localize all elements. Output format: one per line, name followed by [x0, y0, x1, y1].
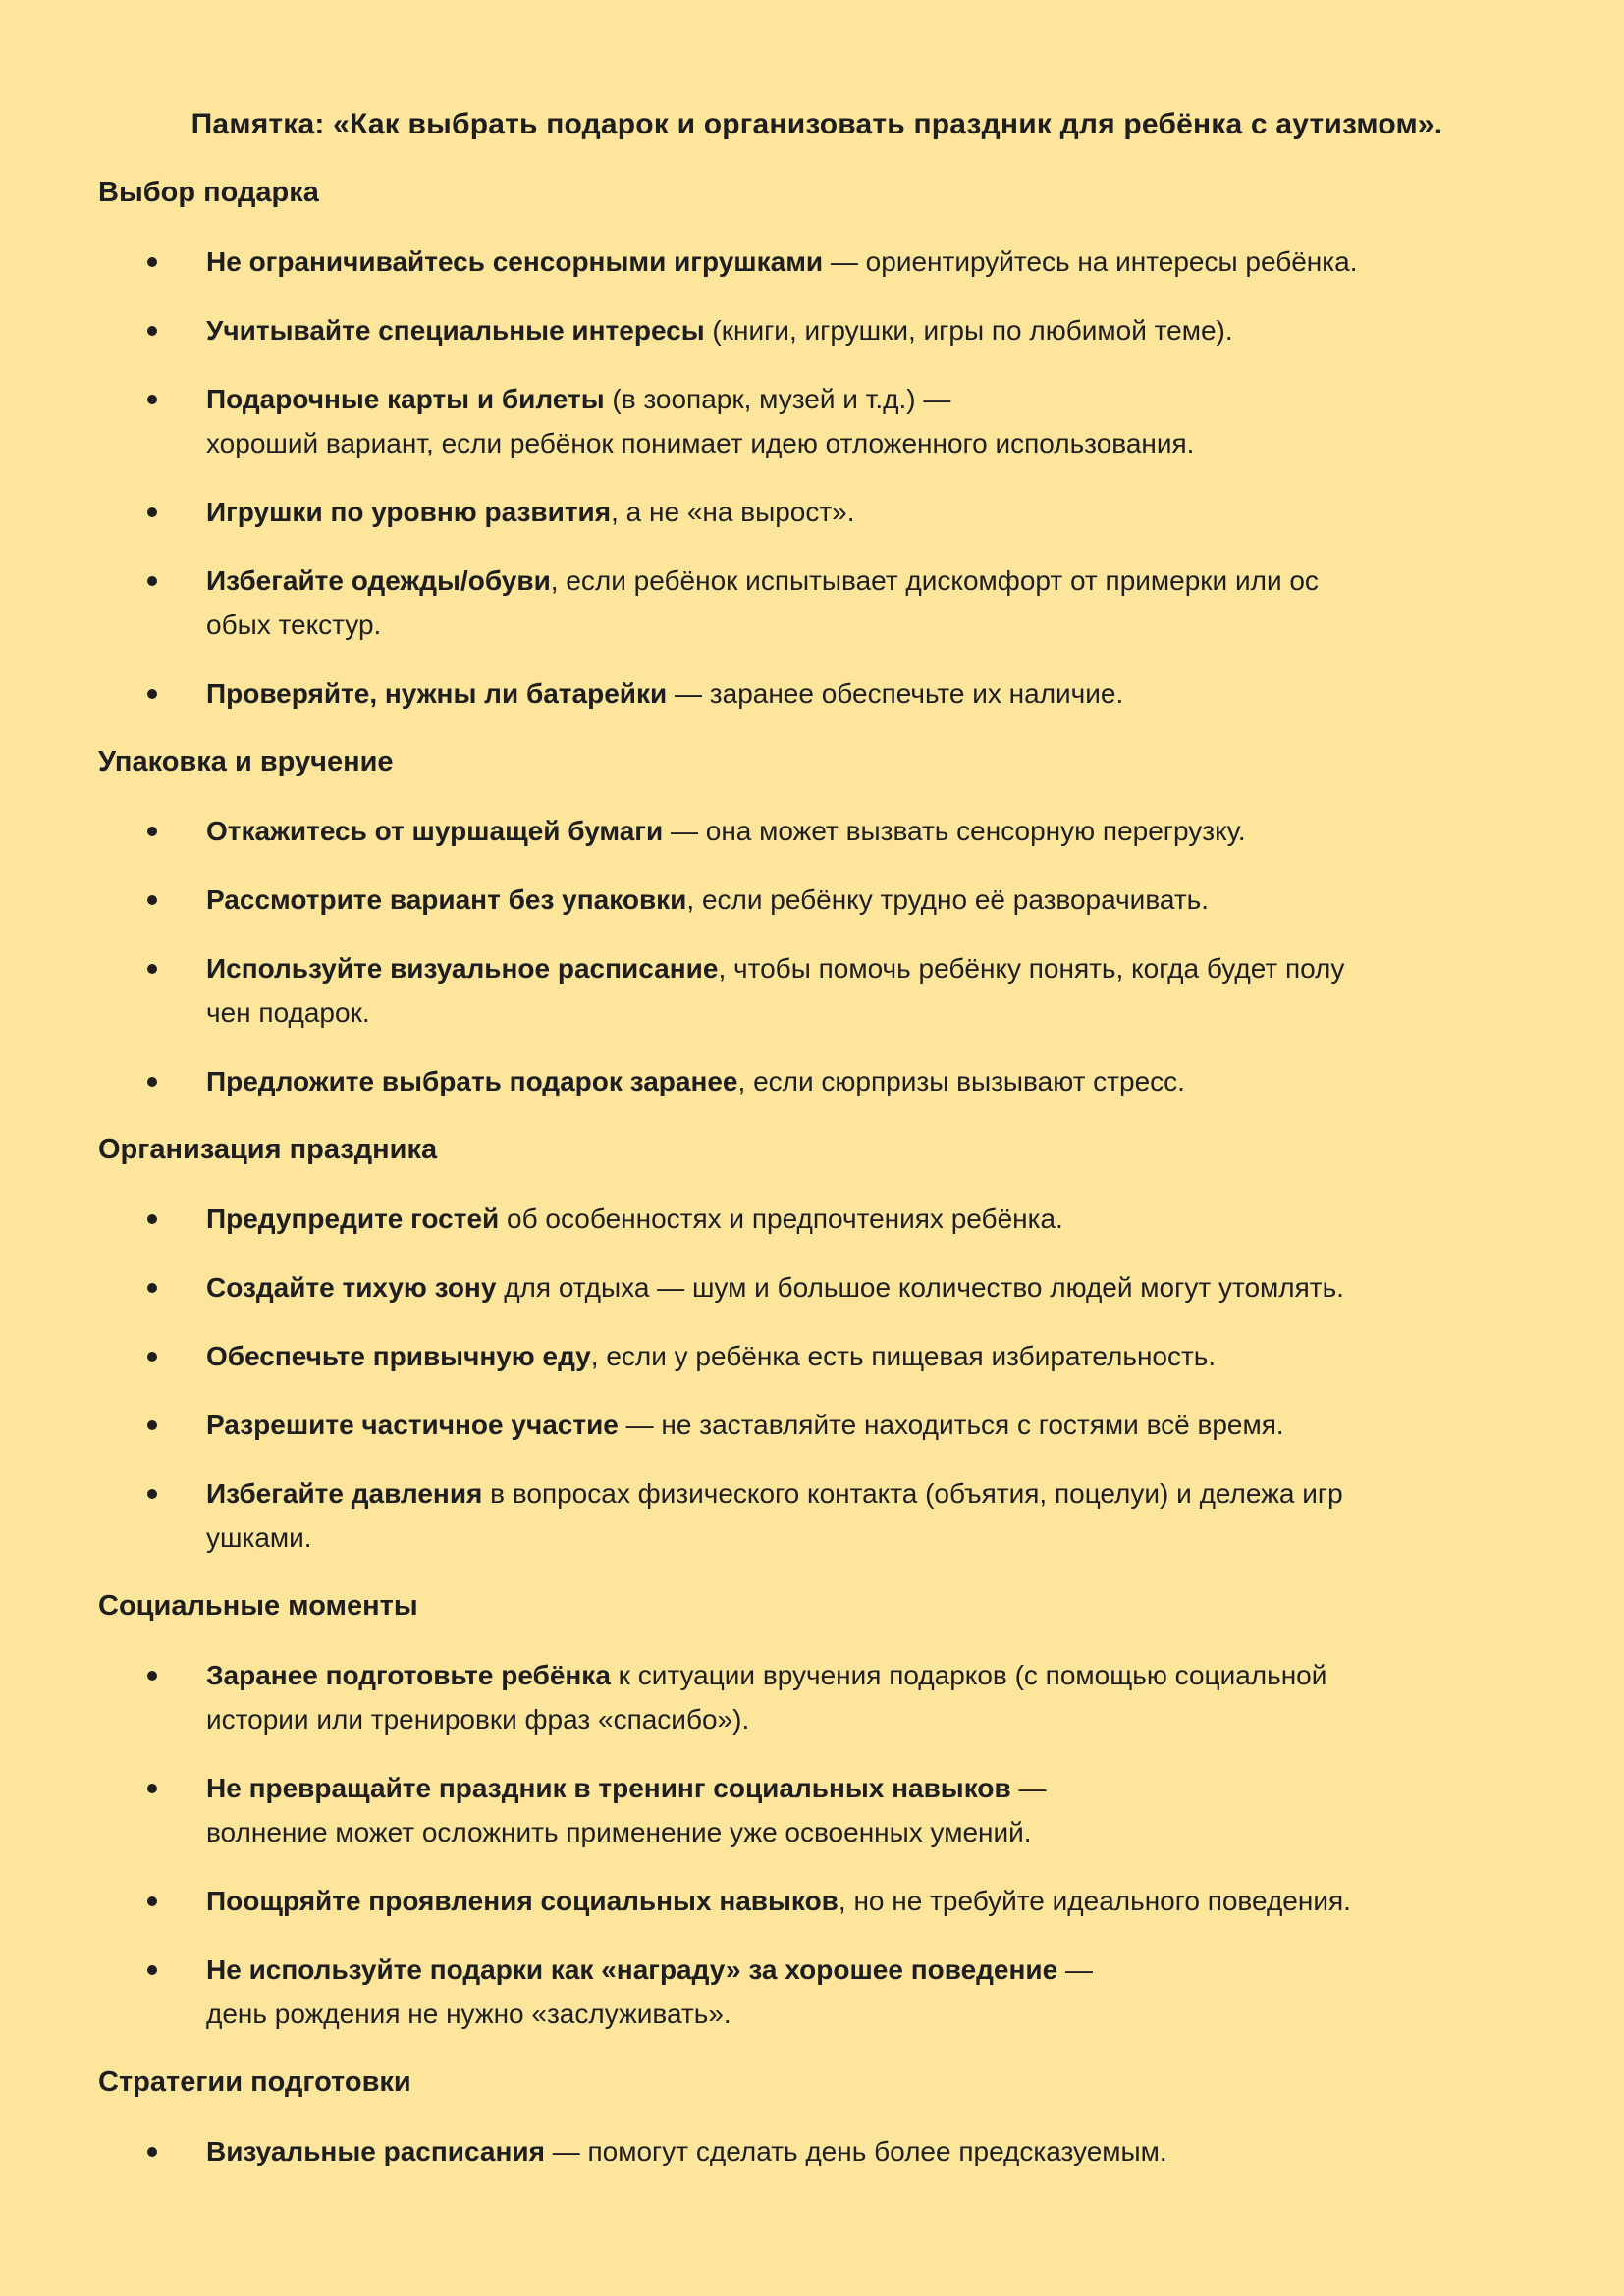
list-item: [98, 1334, 1536, 1378]
bullet-icon: [147, 1420, 157, 1430]
list-item-text: Не используйте подарки как «награду» за хорошее поведение — день рождения не нужно «заслуживать».: [206, 1954, 1093, 2029]
list-item-text: Игрушки по уровню развития, а не «на вырост».: [206, 497, 855, 527]
list-item: [98, 2129, 1536, 2173]
list-item-text: Избегайте давления в вопросах физического контакта (объятия, поцелуи) и дележа игр ушками.: [206, 1478, 1343, 1553]
bullet-icon: [147, 827, 157, 836]
list-item: [98, 308, 1536, 352]
bullet-icon: [147, 1214, 157, 1224]
bullet-icon: [147, 1352, 157, 1362]
bullet-icon: [147, 507, 157, 517]
bullet-icon: [147, 1283, 157, 1293]
section-heading: Социальные моменты: [98, 1590, 418, 1622]
bullet-icon: [147, 1489, 157, 1499]
list-item-text: Создайте тихую зону для отдыха — шум и большое количество людей могут утомлять.: [206, 1272, 1344, 1303]
bullet-icon: [147, 895, 157, 905]
list-item: [98, 490, 1536, 534]
list-item: [98, 1948, 1536, 2036]
bullet-icon: [147, 1784, 157, 1793]
list-item: [98, 240, 1536, 284]
bullet-icon: [147, 1896, 157, 1906]
list-item: [98, 946, 1536, 1035]
list-item: [98, 1471, 1536, 1560]
bullet-icon: [147, 1671, 157, 1681]
list-item-text: Не ограничивайтесь сенсорными игрушками — ориентируйтесь на интересы ребёнка.: [206, 246, 1358, 277]
section-heading: Упаковка и вручение: [98, 746, 394, 777]
bullet-icon: [147, 576, 157, 586]
list-item: [98, 559, 1536, 647]
list-item-text: Поощряйте проявления социальных навыков, но не требуйте идеального поведения.: [206, 1886, 1351, 1916]
list-item-text: Подарочные карты и билеты (в зоопарк, музей и т.д.) — хороший вариант, если ребёнок понимает идею отложенного использования.: [206, 384, 1195, 458]
bullet-icon: [147, 1965, 157, 1975]
list-item: [98, 1403, 1536, 1447]
list-item-text: Предложите выбрать подарок заранее, если сюрпризы вызывают стресс.: [206, 1066, 1185, 1096]
list-item: [98, 1653, 1536, 1741]
bullet-icon: [147, 689, 157, 699]
list-item-text: Заранее подготовьте ребёнка к ситуации вручения подарков (с помощью социальной истории или тренировки фраз «спасибо»).: [206, 1660, 1327, 1735]
bullet-icon: [147, 395, 157, 404]
list-item-text: Обеспечьте привычную еду, если у ребёнка есть пищевая избирательность.: [206, 1341, 1217, 1371]
list-item: [98, 377, 1536, 465]
section-heading: Выбор подарка: [98, 177, 319, 208]
bullet-icon: [147, 2147, 157, 2157]
list-item-text: Рассмотрите вариант без упаковки, если ребёнку трудно её разворачивать.: [206, 884, 1210, 915]
list-item-text: Разрешите частичное участие — не заставляйте находиться с гостями всё время.: [206, 1410, 1284, 1440]
list-item-text: Откажитесь от шуршащей бумаги — она может вызвать сенсорную перегрузку.: [206, 816, 1246, 846]
list-item-text: Предупредите гостей об особенностях и предпочтениях ребёнка.: [206, 1203, 1063, 1234]
section-heading: Стратегии подготовки: [98, 2066, 411, 2098]
page-title: Памятка: «Как выбрать подарок и организовать праздник для ребёнка с аутизмом».: [190, 108, 1443, 140]
list-item: [98, 671, 1536, 716]
list-item-text: Учитывайте специальные интересы (книги, игрушки, игры по любимой теме).: [206, 315, 1233, 346]
list-item: [98, 1265, 1536, 1309]
list-item: [98, 878, 1536, 922]
list-item-text: Избегайте одежды/обуви, если ребёнок испытывает дискомфорт от примерки или ос обых текстур.: [206, 565, 1319, 640]
list-item-text: Визуальные расписания — помогут сделать день более предсказуемым.: [206, 2136, 1167, 2166]
section-heading: Организация праздника: [98, 1134, 438, 1165]
list-item-text: Проверяйте, нужны ли батарейки — заранее обеспечьте их наличие.: [206, 678, 1124, 709]
bullet-icon: [147, 326, 157, 336]
bullet-icon: [147, 257, 157, 267]
list-item-text: Используйте визуальное расписание, чтобы помочь ребёнку понять, когда будет полу чен подарок.: [206, 953, 1345, 1028]
list-item: [98, 1059, 1536, 1103]
list-item: [98, 1197, 1536, 1241]
list-item: [98, 809, 1536, 853]
bullet-icon: [147, 964, 157, 974]
list-item: [98, 1766, 1536, 1854]
bullet-icon: [147, 1077, 157, 1087]
document-body: [98, 171, 1536, 2173]
list-item: [98, 1879, 1536, 1923]
list-item-text: Не превращайте праздник в тренинг социальных навыков — волнение может осложнить применение уже освоенных умений.: [206, 1773, 1047, 1847]
